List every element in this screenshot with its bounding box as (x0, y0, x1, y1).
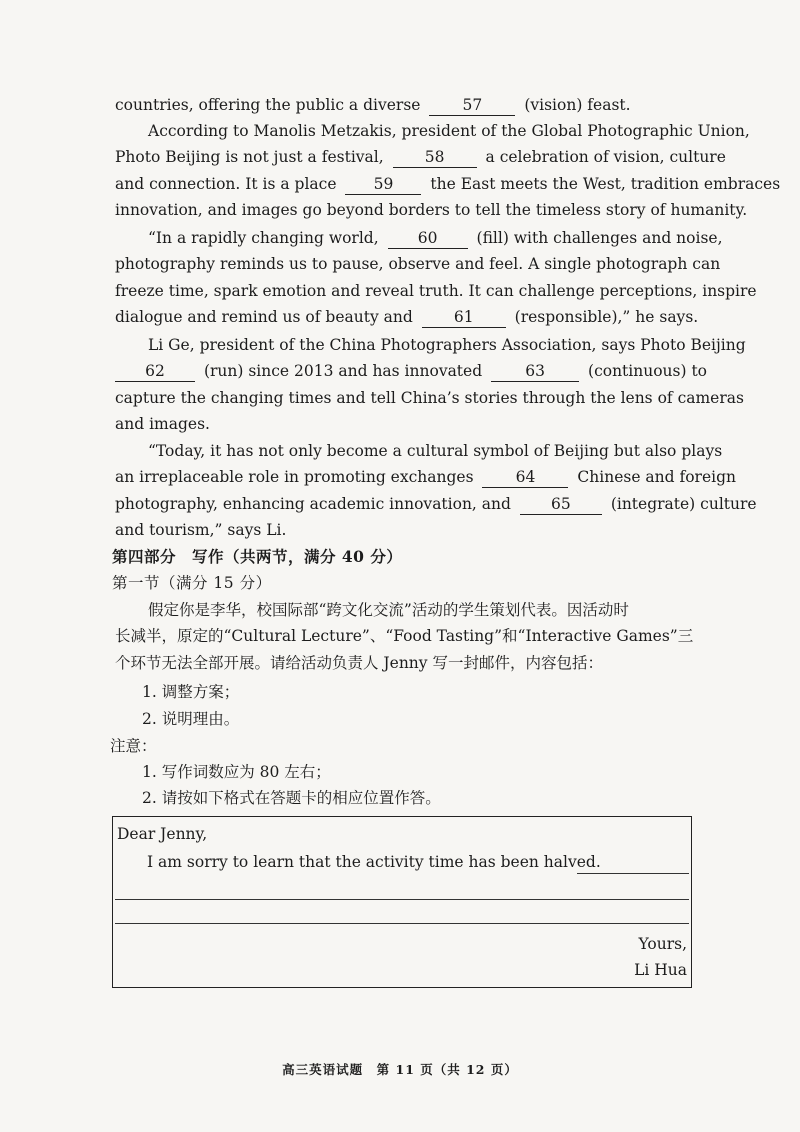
note-label: 注意： (110, 737, 157, 755)
writing-line (115, 899, 689, 900)
blank-64: 64 (482, 467, 568, 488)
passage-text: (vision) feast. (524, 96, 631, 114)
passage-text: dialogue and remind us of beauty and (115, 307, 413, 326)
note-item-2: 2. 请按如下格式在答题卡的相应位置作答。 (142, 789, 441, 807)
passage-paragraph-1 (115, 92, 693, 118)
passage-line: innovation, and images go beyond borders to tell the timeless story of humanity. (115, 200, 748, 219)
passage-text: (continuous) to (588, 362, 708, 381)
passage-text: Chinese and foreign (577, 468, 737, 487)
letter-salutation: Dear Jenny, (117, 825, 208, 843)
passage-paragraph-5 (115, 438, 757, 543)
blank-57: 57 (429, 95, 515, 116)
task-item-1: 1. 调整方案； (142, 683, 240, 701)
passage-line: According to Manolis Metzakis, president of the Global Photographic Union, (148, 122, 750, 140)
writing-line (115, 923, 689, 924)
prompt-line: 长减半，原定的“Cultural Lecture”、“Food Tasting”和“Interactive Games”三 (115, 627, 694, 646)
passage-text: Photo Beijing is not just a festival, (115, 148, 384, 167)
blank-58: 58 (393, 147, 477, 168)
prompt-line: 个环节无法全部开展。请给活动负责人 Jenny 写一封邮件，内容包括： (115, 653, 603, 672)
passage-line: and images. (115, 414, 210, 433)
blank-59: 59 (345, 174, 421, 195)
blank-63: 63 (491, 361, 579, 382)
letter-opening: I am sorry to learn that the activity time has been halved. (147, 853, 601, 871)
prompt-line: 假定你是李华，校国际部“跨文化交流”活动的学生策划代表。因活动时 (148, 601, 629, 619)
passage-line: capture the changing times and tell China’s stories through the lens of cameras (115, 388, 744, 407)
passage-text: “In a rapidly changing world, (148, 229, 379, 247)
writing-line (577, 873, 689, 874)
answer-box (112, 816, 692, 988)
blank-65: 65 (520, 494, 602, 515)
passage-line: and tourism,” says Li. (115, 520, 287, 539)
passage-text: an irreplaceable role in promoting exchanges (115, 468, 474, 487)
note-item-1: 1. 写作词数应为 80 左右； (142, 763, 331, 781)
passage-text: (integrate) culture (610, 494, 757, 513)
blank-61: 61 (422, 307, 506, 328)
passage-text: (responsible),” he says. (514, 307, 699, 326)
blank-60: 60 (388, 228, 468, 249)
writing-prompt (115, 597, 700, 676)
passage-text: and connection. It is a place (115, 174, 337, 193)
task-item-2: 2. 说明理由。 (142, 710, 240, 728)
passage-line: “Today, it has not only become a cultural symbol of Beijing but also plays (148, 442, 723, 460)
passage-line: freeze time, spark emotion and reveal truth. It can challenge perceptions, inspire (115, 281, 757, 300)
letter-signature: Li Hua (634, 961, 687, 979)
passage-text: photography, enhancing academic innovation, and (115, 494, 511, 513)
passage-text: (run) since 2013 and has innovated (203, 362, 483, 381)
passage-line: Li Ge, president of the China Photographers Association, says Photo Beijing (148, 336, 746, 354)
passage-text: countries, offering the public a diverse (115, 96, 421, 114)
letter-closing: Yours, (638, 935, 687, 953)
blank-62: 62 (115, 361, 195, 382)
section-heading: 第四部分 写作（共两节，满分 40 分） (112, 547, 403, 566)
passage-paragraph-2 (115, 118, 781, 223)
passage-text: the East meets the West, tradition embraces (430, 174, 781, 193)
passage-paragraph-4 (115, 332, 746, 437)
subsection-heading: 第一节（满分 15 分） (112, 574, 272, 592)
page-footer: 高三英语试题 第 11 页（共 12 页） (282, 1062, 518, 1077)
passage-text: a celebration of vision, culture (485, 148, 726, 167)
passage-text: (fill) with challenges and noise, (476, 229, 723, 247)
passage-line: photography reminds us to pause, observe and feel. A single photograph can (115, 255, 721, 274)
passage-paragraph-3 (115, 225, 757, 330)
